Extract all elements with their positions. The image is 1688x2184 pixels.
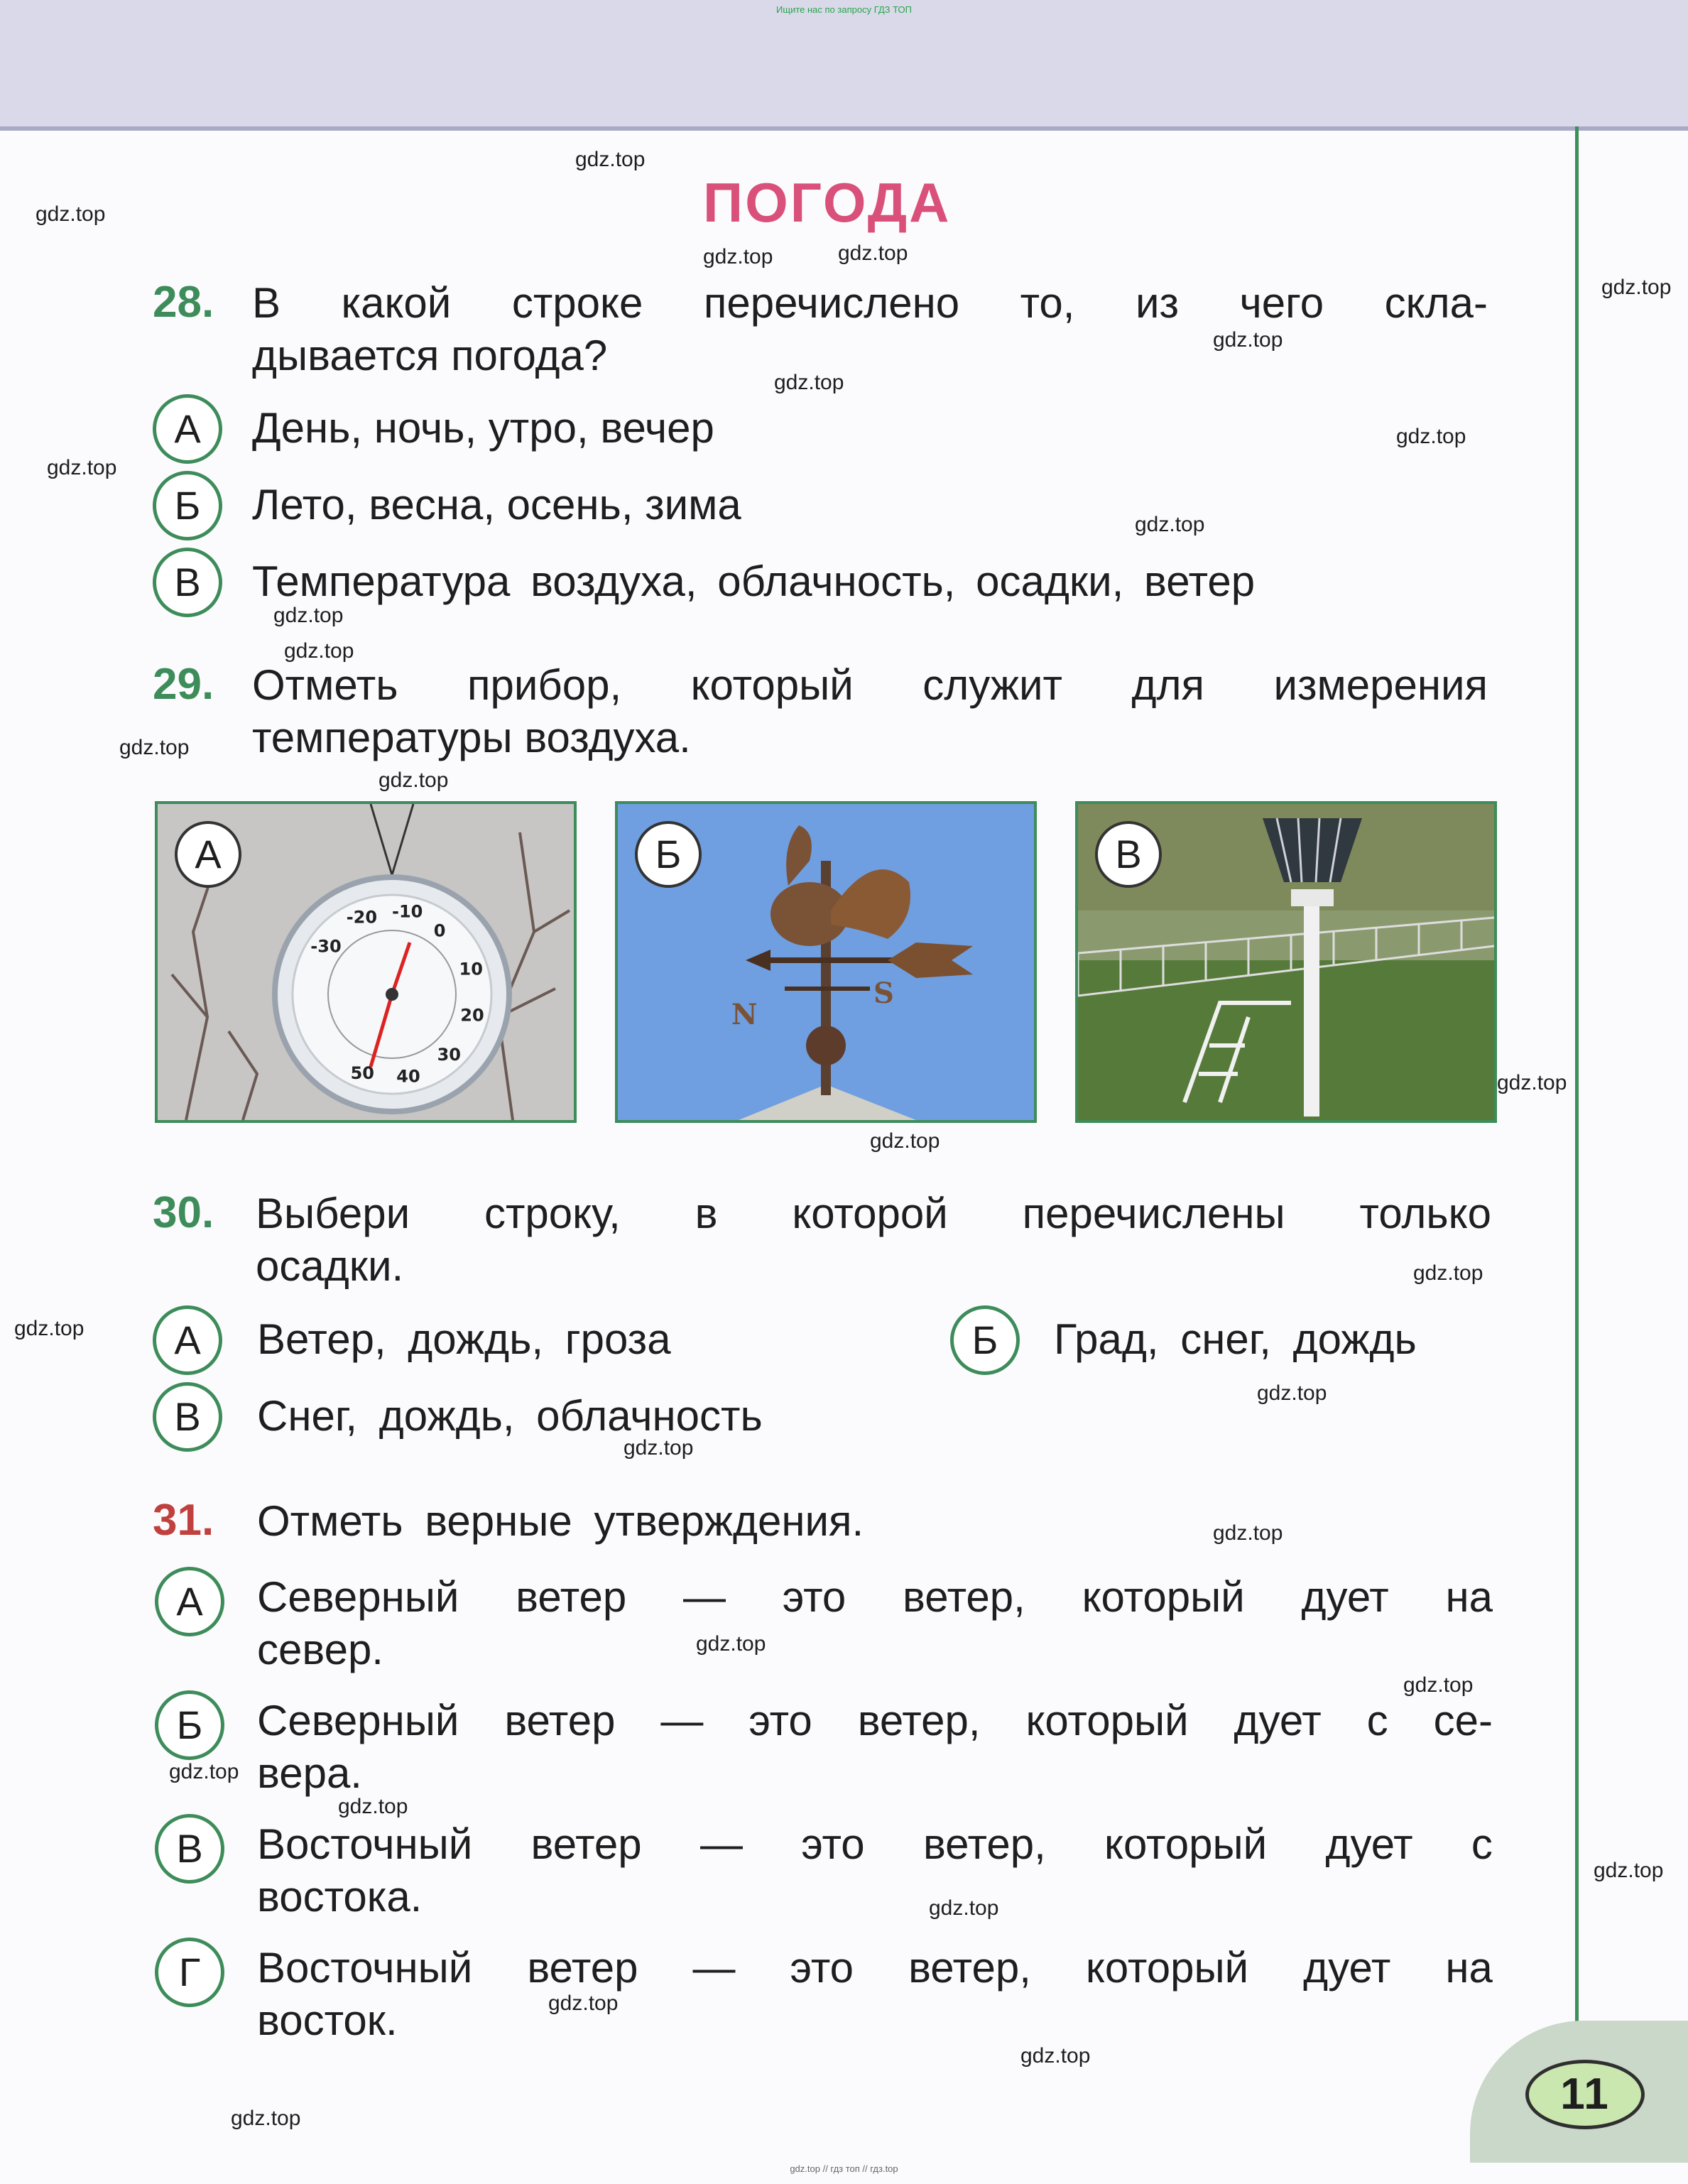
q30-option-b-text: Град, снег, дождь [1054,1315,1417,1363]
right-margin-rule [1575,126,1579,2048]
watermark: gdz.top [338,1795,408,1818]
watermark: gdz.top [284,639,354,663]
word: строку, [484,1190,621,1237]
q31-option-c-text [257,1818,1493,1923]
watermark: gdz.top [273,604,344,627]
q31-option-b-line-2: вера. [257,1749,362,1797]
word: дует [1325,1820,1413,1868]
q31-option-a-line-1 [257,1571,1493,1624]
word: это [748,1697,812,1744]
word: на [1445,1944,1493,1992]
watermark: gdz.top [1213,1521,1283,1545]
watermark: gdz.top [774,371,844,394]
watermark: gdz.top [169,1760,239,1783]
word: — [692,1944,736,1992]
word: скла- [1384,279,1488,327]
word: прибор, [467,661,622,709]
watermark: gdz.top [624,1436,694,1460]
word: дывается [252,332,440,379]
q28-line-2 [252,330,1488,382]
watermark: gdz.top [1020,2044,1091,2068]
word: Отметь [252,661,398,709]
watermark: gdz.top [838,241,908,265]
word: которой [792,1190,948,1237]
watermark: gdz.top [1497,1071,1567,1094]
word: на [1445,1573,1493,1621]
precipitation-gauge-photo[interactable] [1075,801,1497,1123]
word: Отметь [257,1497,403,1545]
watermark: gdz.top [1135,513,1205,536]
watermark: gdz.top [1413,1261,1483,1285]
word: В [252,279,281,327]
q28-option-c-badge[interactable]: В [153,548,222,617]
word: который [1082,1573,1245,1621]
word: ветер, [922,1820,1046,1868]
q31-option-d-badge[interactable]: Г [155,1938,224,2007]
q31-option-c-line-1 [257,1818,1493,1871]
word: в [695,1190,718,1237]
word: температуры [252,714,513,761]
q30-line-2 [256,1240,1491,1293]
word: воздуха. [524,714,691,761]
vane-letter-s: S [873,977,894,1010]
word: — [683,1573,726,1621]
word: ветер [530,1820,642,1868]
word: строке [511,279,643,327]
watermark: gdz.top [575,148,646,171]
q28-option-b-text: Лето, весна, осень, зима [252,481,741,528]
word: который [1025,1697,1189,1744]
word: Восточный [257,1820,473,1868]
word: который [690,661,854,709]
word: служит [922,661,1063,709]
q31-option-b-line-1 [257,1695,1493,1747]
watermark: gdz.top [231,2107,301,2130]
bottom-note: gdz.top // гдз топ // гдз.top [790,2163,898,2174]
dial-label: -10 [392,901,423,922]
word: измерения [1273,661,1488,709]
dial-label: 30 [437,1045,462,1065]
q31-option-a-badge[interactable]: А [155,1567,224,1636]
word: верные [425,1497,572,1545]
word: какой [341,279,452,327]
watermark: gdz.top [1213,328,1283,352]
photo-a-badge[interactable]: А [175,821,241,888]
dial-label: 20 [460,1005,484,1026]
q31-number: 31. [153,1496,214,1545]
word: Северный [257,1697,459,1744]
q28-option-a-badge[interactable]: А [153,394,222,464]
word: из [1136,279,1180,327]
dial-label: 10 [459,959,483,979]
vane-letter-n: N [731,998,758,1031]
q31-option-c-badge[interactable]: В [155,1814,224,1884]
weather-vane-photo[interactable] [615,801,1037,1123]
dial-label: 40 [396,1066,420,1087]
q28-option-b-badge[interactable]: Б [153,471,222,540]
watermark: gdz.top [119,736,190,759]
word: с [1366,1697,1388,1744]
word: осадки. [256,1242,404,1290]
dial-label: -20 [346,907,378,928]
word: который [1104,1820,1268,1868]
q28-option-a-text: День, ночь, утро, вечер [252,404,714,452]
q30-text [256,1188,1491,1293]
section-title: ПОГОДА [703,171,952,234]
q28-option-c-text: Температура воздуха, облачность, осадки, ветер [252,558,1256,605]
watermark: gdz.top [870,1129,940,1153]
watermark: gdz.top [47,456,117,479]
word: ветер, [903,1573,1025,1621]
q31-option-d-line-2: восток. [257,1996,398,2044]
word: с [1471,1820,1493,1868]
q31-option-b-badge[interactable]: Б [155,1690,224,1760]
word: ветер [527,1944,638,1992]
q31-option-d-text [257,1942,1493,2047]
watermark: gdz.top [1594,1859,1664,1882]
q30-option-c-badge[interactable]: В [153,1382,222,1452]
word: ветер [504,1697,616,1744]
watermark: gdz.top [36,202,106,226]
watermark: gdz.top [703,245,773,268]
q29-line-1 [252,659,1488,712]
q30-number: 30. [153,1188,214,1237]
word: который [1085,1944,1249,1992]
word: утверждения. [594,1497,864,1545]
dial-label: 0 [433,920,446,941]
word: это [782,1573,846,1621]
top-band [0,0,1688,129]
q30-line-1 [256,1188,1491,1240]
word: ветер [516,1573,627,1621]
watermark: gdz.top [379,768,449,792]
word: — [660,1697,704,1744]
word: — [699,1820,743,1868]
watermark: gdz.top [1257,1381,1327,1405]
top-note: Ищите нас по запросу ГДЗ ТОП [776,4,912,15]
q31-option-d-line-1 [257,1942,1493,1994]
word: перечислены [1022,1190,1285,1237]
photo-c-badge[interactable]: В [1095,821,1162,888]
word: перечислено [703,279,960,327]
q29-number: 29. [153,660,214,709]
word: только [1359,1190,1491,1237]
dial-label: -30 [310,936,342,957]
q28-number: 28. [153,278,214,327]
watermark: gdz.top [1601,276,1672,299]
q31-option-b-text [257,1695,1493,1800]
q29-text [252,659,1488,764]
word: се- [1433,1697,1493,1744]
q31-option-a-text [257,1571,1493,1676]
q31-option-c-line-2: востока. [257,1873,423,1920]
photo-b-badge[interactable]: Б [635,821,702,888]
top-band-divider [0,126,1688,131]
word: ветер, [857,1697,981,1744]
word: Северный [257,1573,459,1621]
word: Восточный [257,1944,473,1992]
watermark: gdz.top [696,1632,766,1656]
word: дует [1303,1944,1391,1992]
dial-label: 50 [350,1063,375,1083]
word: Выбери [256,1190,410,1237]
word: это [801,1820,865,1868]
q30-option-c-text: Снег, дождь, облачность [257,1392,763,1440]
q30-option-a-text: Ветер, дождь, гроза [257,1315,671,1363]
word: дует [1234,1697,1322,1744]
word: дует [1301,1573,1389,1621]
q30-option-b-badge[interactable]: Б [950,1305,1020,1375]
word: ветер, [908,1944,1031,1992]
word: чего [1239,279,1324,327]
q28-line-1 [252,277,1488,330]
watermark: gdz.top [14,1317,85,1340]
word: для [1131,661,1205,709]
watermark: gdz.top [929,1896,999,1920]
q28-text [252,277,1488,382]
watermark: gdz.top [1396,425,1466,448]
q31-text [257,1495,864,1548]
watermark: gdz.top [548,1992,619,2015]
word: это [790,1944,854,1992]
page-number: 11 [1525,2060,1645,2129]
q29-line-2 [252,712,1488,764]
word: то, [1020,279,1075,327]
q31-option-a-line-2: север. [257,1626,383,1673]
thermometer-photo[interactable] [155,801,577,1123]
q30-option-a-badge[interactable]: А [153,1305,222,1375]
watermark: gdz.top [1403,1673,1474,1697]
word: погода? [451,332,608,379]
